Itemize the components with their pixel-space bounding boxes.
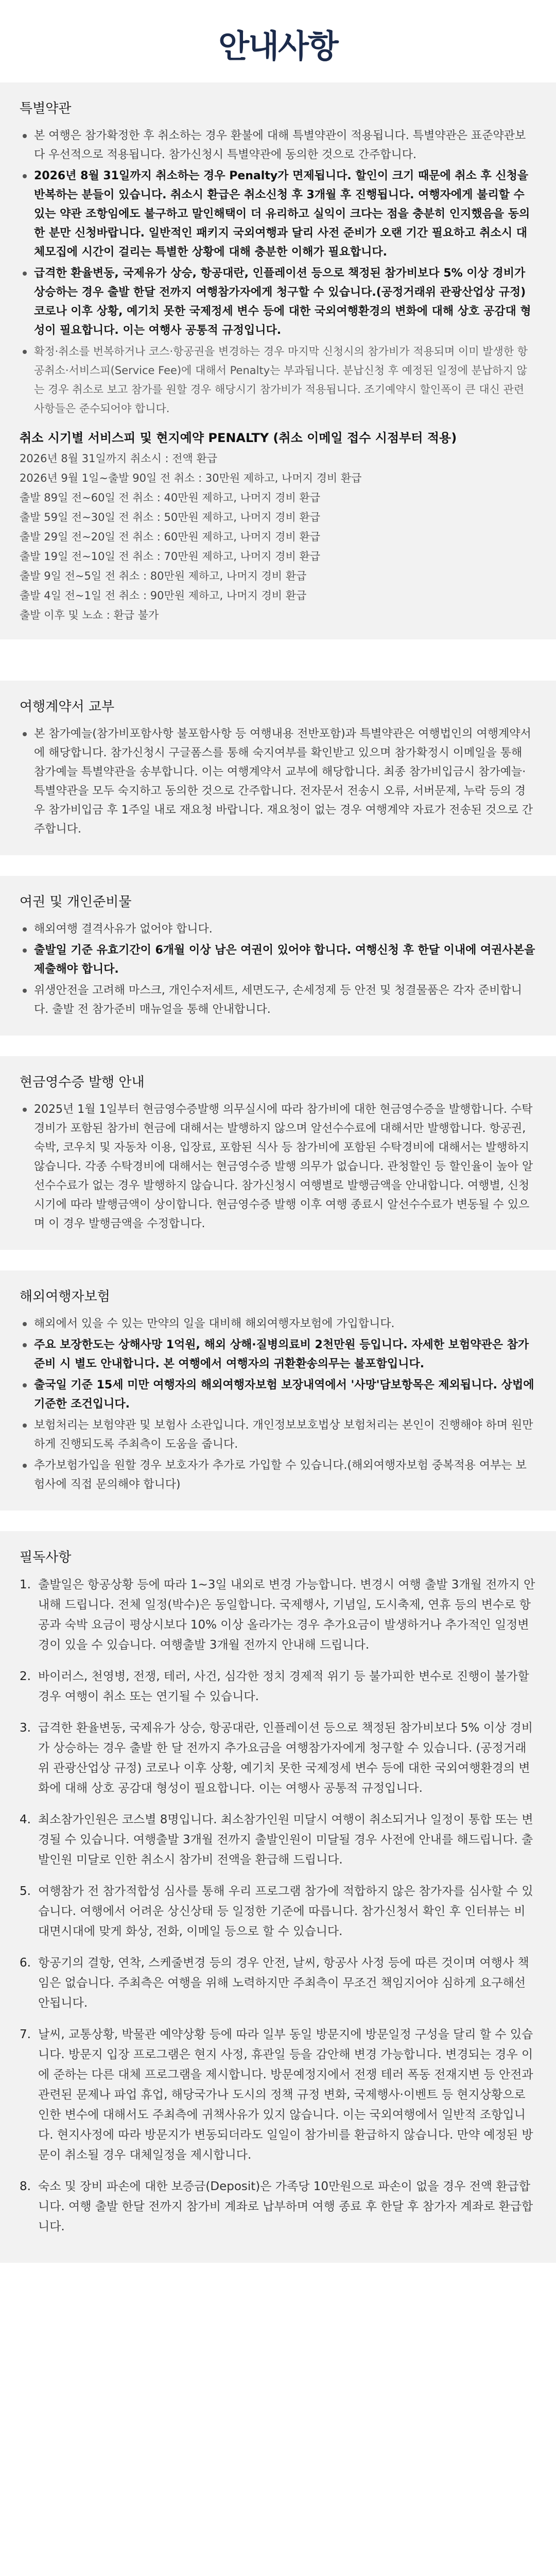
numbered-item bbox=[20, 1575, 536, 1655]
list-item bbox=[20, 1314, 536, 1333]
list-item-text: 급격한 환율변동, 국제유가 상승, 항공대란, 인플레이션 등으로 책정된 참가비보다 5% 이상 경비가 상승하는 경우 출발 한달 전까지 여행참가자에게 청구할 수 있습니다.(공정거래위 관광산업상 규정) 코로나 이후 상황, 예기치 못한 국제정세 변수 등에 대한 국외여행환경의 변화에 대해 상호 공감대 형성이 필요합니다. 이는 여행사 공통적 규정입니다. bbox=[34, 267, 531, 337]
penalty-line: 출발 59일 전~30일 전 취소 : 50만원 제하고, 나머지 경비 환급 bbox=[20, 511, 320, 523]
numbered-item bbox=[20, 1810, 536, 1870]
item-text: 숙소 및 장비 파손에 대한 보증금(Deposit)은 가족당 10만원으로 파손이 없을 경우 전액 환급합니다. 여행 출발 한달 전까지 참가비 계좌로 납부하며 여행 종료 후 한달 후 참가자 계좌로 환급합니다. bbox=[38, 2180, 533, 2233]
item-number: 4. bbox=[20, 1813, 31, 1826]
list-item-text: 출발일 기준 유효기간이 6개월 이상 남은 여권이 있어야 합니다. 여행신청 후 한달 이내에 여권사본을 제출해야 합니다. bbox=[34, 944, 535, 976]
list-item-text: 추가보험가입을 원할 경우 보호자가 추가로 가입할 수 있습니다.(해외여행자보험 중복적용 여부는 보험사에 직접 문의해야 합니다) bbox=[34, 1459, 527, 1491]
section-heading: 여권 및 개인준비물 bbox=[20, 894, 132, 910]
item-number: 1. bbox=[20, 1578, 31, 1591]
page-title: 안내사항 bbox=[218, 27, 338, 65]
item-number: 5. bbox=[20, 1885, 31, 1898]
penalty-line: 출발 이후 및 노쇼 : 환급 불가 bbox=[20, 609, 159, 621]
list-item-text: 보험처리는 보험약관 및 보험사 소관입니다. 개인정보보호법상 보험처리는 본인이 진행해야 하며 원만하게 진행되도록 주최측이 도움을 줍니다. bbox=[34, 1419, 533, 1451]
list-item-text: 확정·취소를 번복하거나 코스·항공권을 변경하는 경우 마지막 신청시의 참가비가 적용되며 이미 발생한 항공취소·서비스피(Service Fee)에 대해서 Penalty는 부과됩니다. 분납신청 후 예정된 일정에 분납하지 않는 경우 취소로 보고 참가를 원할 경우 해당시기 참가비가 적용됩니다. 조기예약시 할인폭이 큰 대신 관련 사항들은 준수되어야 합니다. bbox=[34, 345, 528, 415]
penalty-line: 출발 4일 전~1일 전 취소 : 90만원 제하고, 나머지 경비 환급 bbox=[20, 589, 307, 602]
item-number: 3. bbox=[20, 1721, 31, 1735]
contract-section bbox=[0, 681, 556, 855]
numbered-item bbox=[20, 1718, 536, 1799]
penalty-list bbox=[20, 449, 536, 625]
penalty-line: 2026년 8월 31일까지 취소시 : 전액 환급 bbox=[20, 452, 218, 465]
list-item-text: 본 여행은 참가확정한 후 취소하는 경우 환불에 대해 특별약관이 적용됩니다. 특별약관은 표준약관보다 우선적으로 적용됩니다. 참가신청시 특별약관에 동의한 것으로 간주합니다. bbox=[34, 129, 526, 161]
insurance-section bbox=[0, 1270, 556, 1511]
item-number: 8. bbox=[20, 2180, 31, 2193]
special-terms-list bbox=[20, 126, 536, 418]
list-item bbox=[20, 126, 536, 164]
penalty-line: 출발 9일 전~5일 전 취소 : 80만원 제하고, 나머지 경비 환급 bbox=[20, 570, 307, 582]
numbered-item bbox=[20, 1953, 536, 2013]
item-number: 6. bbox=[20, 1956, 31, 1970]
penalty-line: 2026년 9월 1일~출발 90일 전 취소 : 30만원 제하고, 나머지 경비 환급 bbox=[20, 472, 362, 484]
list-item bbox=[20, 1335, 536, 1374]
item-number: 7. bbox=[20, 2028, 31, 2041]
passport-section bbox=[0, 876, 556, 1036]
item-text: 항공기의 결항, 연착, 스케줄변경 등의 경우 안전, 날씨, 항공사 사정 등에 따른 것이며 여행사 책임은 없습니다. 주최측은 여행을 위해 노력하지만 주최측이 무조건 책임지어야 심하게 요구해선 안됩니다. bbox=[38, 1956, 529, 2010]
notes-section bbox=[0, 1531, 556, 2263]
list-item-text: 출국일 기준 15세 미만 여행자의 해외여행자보험 보장내역에서 '사망'담보항목은 제외됩니다. 상법에 기준한 조건입니다. bbox=[34, 1379, 534, 1411]
item-text: 출발일은 항공상황 등에 따라 1~3일 내외로 변경 가능합니다. 변경시 여행 출발 3개월 전까지 안내해 드립니다. 전체 일정(박수)은 동일합니다. 국제행사, 기념일, 도시축제, 연휴 등의 변수로 항공과 숙박 요금이 평상시보다 10% 이상 올라가는 경우 추가요금이 발생하거나 추가적인 일정변경이 있을 수 있습니다. 여행출발 3개월 전까지 안내해 드립니다. bbox=[38, 1578, 535, 1652]
list-item bbox=[20, 1416, 536, 1454]
item-text: 여행참가 전 참가적합성 심사를 통해 우리 프로그램 참가에 적합하지 않은 참가자를 심사할 수 있습니다. 여행에서 어려운 상신상태 등 일정한 기준에 따릅니다. 참가신청서 확인 후 인터뷰는 비대면시대에 맞게 화상, 전화, 이메일 등으로 할 수 있습니다. bbox=[38, 1885, 533, 1938]
list-item-text: 위생안전을 고려해 마스크, 개인수저세트, 세면도구, 손세정제 등 안전 및 청결물품은 각자 준비합니다. 출발 전 참가준비 매뉴얼을 통해 안내합니다. bbox=[34, 984, 522, 1016]
numbered-item bbox=[20, 2177, 536, 2237]
item-text: 최소참가인원은 코스별 8명입니다. 최소참가인원 미달시 여행이 취소되거나 일정이 통합 또는 변경될 수 있습니다. 여행출발 3개월 전까지 출발인원이 미달될 경우 사전에 안내를 해드립니다. 출발인원 미달로 인한 취소시 참가비 전액을 환급해 드립니다. bbox=[38, 1813, 533, 1867]
item-number: 2. bbox=[20, 1670, 31, 1683]
section-heading: 해외여행자보험 bbox=[20, 1289, 110, 1304]
list-item-text: 2025년 1월 1일부터 현금영수증발행 의무실시에 따라 참가비에 대한 현금영수증을 발행합니다. 수탁경비가 포함된 참가비 현금에 대해서는 발행하지 않으며 알선수수료에 대해서만 발행합니다. 항공권, 숙박, 코우치 및 자동차 이용, 입장료, 포함된 식사 등 참가비에 포함된 수탁경비에 대해서는 발행하지 않습니다. 각종 수탁경비에 대해서는 현금영수증 발행 의무가 없습니다. 관청할인 등 할인율이 높아 알선수수료가 없는 경우 발행하지 않습니다. 참가신청시 여행별로 발행금액을 안내합니다. 여행별, 신청시기에 따라 발행금액이 상이합니다. 현금영수증 발행 이후 여행 종료시 알선수수료가 변동될 수 있으며 이 경우 발행금액을 수정합니다. bbox=[34, 1103, 533, 1230]
penalty-title: 취소 시기별 서비스피 및 현지예약 PENALTY (취소 이메일 접수 시점부터 적용) bbox=[20, 431, 457, 445]
list-item-text: 주요 보장한도는 상해사망 1억원, 해외 상해·질병의료비 2천만원 등입니다. 자세한 보험약관은 참가준비 시 별도 안내합니다. 본 여행에서 여행자의 귀환환송의무는 불포함입니다. bbox=[34, 1338, 529, 1370]
section-heading: 현금영수증 발행 안내 bbox=[20, 1075, 145, 1090]
section-heading: 여행계약서 교부 bbox=[20, 699, 115, 715]
numbered-item bbox=[20, 2025, 536, 2165]
item-text: 날씨, 교통상황, 박물관 예약상황 등에 따라 일부 동일 방문지에 방문일정 구성을 달리 할 수 있습니다. 방문지 입장 프로그램은 현지 사정, 휴관일 등을 감안해 변경 가능합니다. 변경되는 경우 이에 준하는 다른 대체 프로그램을 제시합니다. 방문예정지에서 전쟁 테러 폭동 전재지변 등 안전과 관련된 문제나 파업 휴업, 해당국가나 도시의 정책 규정 변화, 국제행사·이벤트 등 현지상황으로 인한 변수에 대해서도 주최측에 귀책사유가 있지 않습니다. 이는 국외여행에서 일반적 조항입니다. 현지사정에 따라 방문지가 변동되더라도 일일이 참가비를 환급하지 않습니다. 만약 예정된 방문이 취소될 경우 대체일정을 제시합니다. bbox=[38, 2028, 533, 2162]
penalty-line: 출발 19일 전~10일 전 취소 : 70만원 제하고, 나머지 경비 환급 bbox=[20, 550, 320, 563]
penalty-line: 출발 29일 전~20일 전 취소 : 60만원 제하고, 나머지 경비 환급 bbox=[20, 531, 320, 543]
list-item bbox=[20, 941, 536, 979]
receipt-section bbox=[0, 1056, 556, 1250]
list-item bbox=[20, 724, 536, 839]
list-item-text: 본 참가예늘(참가비포함사항 불포함사항 등 여행내용 전반포함)과 특별약관은 여행법인의 여행계약서에 해당합니다. 참가신청시 구글폼스를 통해 숙지여부를 확인받고 있으며 참가확정시 이메일을 통해 참가예늘 특별약관을 송부합니다. 이는 여행계약서 교부에 해당합니다. 최종 참가비입금시 참가예늘·특별약관을 모두 숙지하고 동의한 것으로 간주합니다. 전자문서 전송시 오류, 서버문제, 누락 등의 경우 참가비입금 후 1주일 내로 재요청 바랍니다. 재요청이 없는 경우 여행계약 자료가 전송된 것으로 간주합니다. bbox=[34, 727, 533, 836]
numbered-item bbox=[20, 1882, 536, 1942]
list-item bbox=[20, 1100, 536, 1233]
contract-list bbox=[20, 724, 536, 839]
passport-list bbox=[20, 920, 536, 1019]
list-item-text: 2026년 8월 31일까지 취소하는 경우 Penalty가 면제됩니다. 할인이 크기 때문에 취소 후 신청을 반복하는 분들이 있습니다. 취소시 환급은 취소신청 후 3개월 후 진행됩니다. 여행자에게 불리할 수 있는 약관 조항임에도 불구하고 말인해택이 더 유리하고 실익이 크다는 점을 충분히 인지했음을 동의한 분만 신청바랍니다. 일반적인 패키지 국외여행과 달리 사전 준비가 오랜 기간 필요하고 취소시 대체모집에 시간이 걸리는 특별한 상황에 대해 충분한 이해가 필요합니다. bbox=[34, 170, 530, 259]
list-item bbox=[20, 920, 536, 939]
section-heading: 필독사항 bbox=[20, 1550, 72, 1565]
list-item bbox=[20, 1456, 536, 1494]
receipt-list bbox=[20, 1100, 536, 1233]
list-item bbox=[20, 166, 536, 262]
section-heading: 특별약관 bbox=[20, 101, 72, 116]
numbered-item bbox=[20, 1667, 536, 1707]
insurance-list bbox=[20, 1314, 536, 1494]
list-item bbox=[20, 342, 536, 418]
item-text: 급격한 환율변동, 국제유가 상승, 항공대란, 인플레이션 등으로 책정된 참가비보다 5% 이상 경비가 상승하는 경우 출발 한 달 전까지 추가요금을 여행참가자에게 청구할 수 있습니다. (공정거래위 관광산업상 규정) 코로나 이후 상황, 예기치 못한 국제정세 변수 등에 대한 국외여행환경의 변화에 대해 상호 공감대 형성이 필요합니다. 이는 여행사 공통적 규정입니다. bbox=[38, 1721, 533, 1795]
notes-list bbox=[20, 1575, 536, 2237]
list-item bbox=[20, 981, 536, 1019]
list-item bbox=[20, 264, 536, 340]
list-item-text: 해외여행 결격사유가 없어야 합니다. bbox=[34, 923, 213, 936]
list-item-text: 해외에서 있을 수 있는 만약의 일을 대비해 해외여행자보험에 가입합니다. bbox=[34, 1317, 395, 1330]
list-item bbox=[20, 1376, 536, 1414]
special-terms-section bbox=[0, 82, 556, 639]
item-text: 바이러스, 천영병, 전쟁, 테러, 사건, 심각한 정치 경제적 위기 등 불가피한 변수로 진행이 불가할 경우 여행이 취소 또는 연기될 수 있습니다. bbox=[38, 1670, 529, 1703]
penalty-line: 출발 89일 전~60일 전 취소 : 40만원 제하고, 나머지 경비 환급 bbox=[20, 492, 320, 504]
